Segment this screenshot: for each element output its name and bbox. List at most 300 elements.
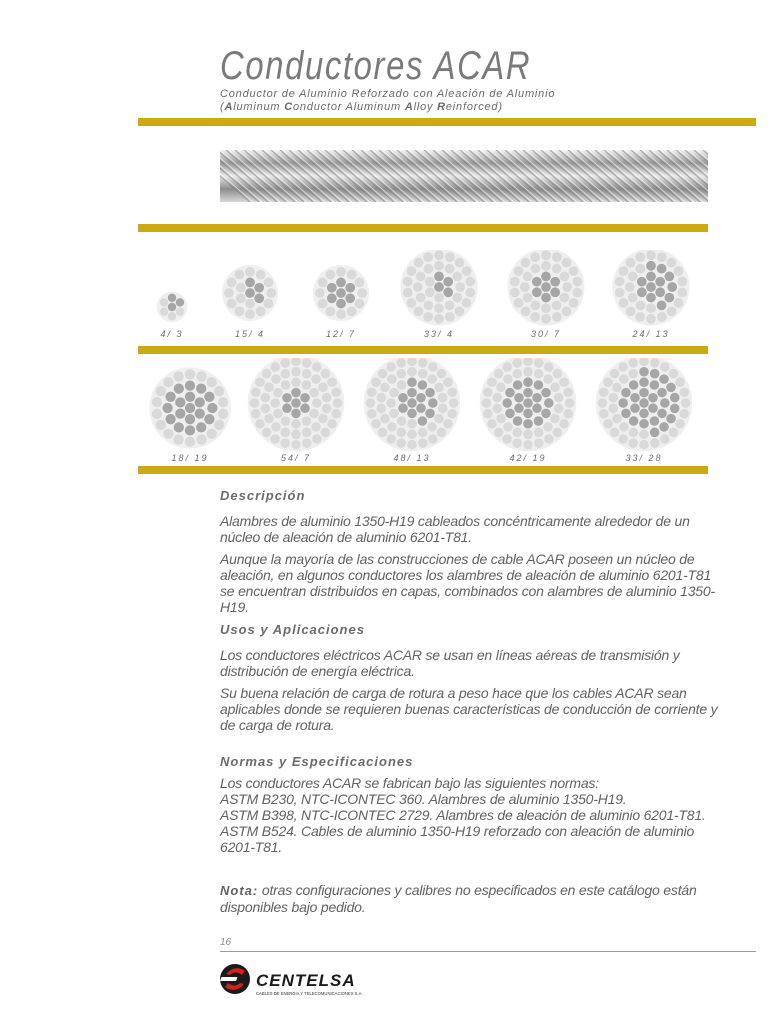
aluminum-wire xyxy=(502,434,512,444)
aluminum-wire xyxy=(434,383,444,393)
aluminum-wire xyxy=(312,398,322,408)
aluminum-wire xyxy=(660,362,670,372)
aluminum-wire xyxy=(572,288,582,298)
nota-text: otras configuraciones y calibres no especificados en este catálogo están disponibles bajo pedido. xyxy=(220,882,697,915)
aluminum-wire xyxy=(367,409,377,419)
alloy-wire xyxy=(650,428,660,438)
config-label: 24/ 13 xyxy=(632,329,670,339)
aluminum-wire xyxy=(483,387,493,397)
aluminum-wire xyxy=(397,428,407,438)
alloy-wire xyxy=(534,416,544,426)
svg-text:CENTELSA: CENTELSA xyxy=(256,971,356,990)
aluminum-wire xyxy=(378,428,388,438)
aluminum-wire xyxy=(160,298,168,306)
aluminum-wire xyxy=(626,258,636,268)
aluminum-wire xyxy=(414,258,424,268)
aluminum-wire xyxy=(598,398,608,408)
alloy-wire xyxy=(416,403,426,413)
section-heading: Usos y Aplicaciones xyxy=(220,622,365,637)
aluminum-wire xyxy=(449,398,459,408)
aluminum-wire xyxy=(503,374,513,384)
alloy-wire xyxy=(345,283,355,293)
aluminum-wire xyxy=(396,438,406,448)
aluminum-wire xyxy=(255,419,265,429)
aluminum-wire xyxy=(378,369,388,379)
aluminum-wire xyxy=(168,312,176,320)
aluminum-wire xyxy=(639,429,649,439)
alloy-wire xyxy=(523,419,533,429)
aluminum-wire xyxy=(227,278,237,288)
alloy-wire xyxy=(425,409,435,419)
aluminum-wire xyxy=(639,440,649,450)
alloy-wire xyxy=(204,414,214,424)
config-label: 48/ 13 xyxy=(393,453,431,463)
aluminum-wire xyxy=(291,429,301,439)
aluminum-wire xyxy=(281,428,291,438)
aluminum-wire xyxy=(552,264,562,274)
norm-line: ASTM B524. Cables de aluminio 1350-H19 reforzado con aleación de aluminio 6201-T81. xyxy=(220,823,695,855)
alloy-wire xyxy=(646,261,656,271)
conductor-cross-section xyxy=(507,250,584,326)
config-label: 15/ 4 xyxy=(234,329,266,339)
aluminum-wire xyxy=(619,422,629,432)
aluminum-wire xyxy=(628,358,638,368)
alloy-wire xyxy=(513,380,523,390)
aluminum-wire xyxy=(407,429,417,439)
alloy-wire xyxy=(407,398,417,408)
aluminum-wire xyxy=(163,429,173,439)
alloy-wire xyxy=(534,380,544,390)
aluminum-wire xyxy=(423,252,433,262)
aluminum-wire xyxy=(629,428,639,438)
aluminum-wire xyxy=(512,358,522,368)
aluminum-wire xyxy=(156,420,166,430)
aluminum-wire xyxy=(569,266,579,276)
alloy-wire xyxy=(291,388,301,398)
aluminum-wire xyxy=(675,377,685,387)
alloy-wire xyxy=(407,409,417,419)
alloy-wire xyxy=(291,398,301,408)
centelsa-logo-icon xyxy=(218,962,378,998)
aluminum-wire xyxy=(214,386,224,396)
aluminum-wire xyxy=(245,267,255,277)
norm-line: ASTM B230, NTC-ICONTEC 360. Alambres de aluminio 1350-H19. xyxy=(220,791,627,807)
alloy-wire xyxy=(514,403,524,413)
aluminum-wire xyxy=(599,409,609,419)
aluminum-wire xyxy=(273,388,283,398)
alloy-wire xyxy=(245,278,255,288)
aluminum-wire xyxy=(264,383,274,393)
aluminum-wire xyxy=(626,306,636,316)
gold-divider-4 xyxy=(138,466,708,474)
alloy-wire xyxy=(637,277,647,287)
aluminum-wire xyxy=(302,438,312,448)
aluminum-wire xyxy=(281,380,291,390)
alloy-wire xyxy=(428,398,438,408)
aluminum-wire xyxy=(447,387,457,397)
aluminum-wire xyxy=(376,404,386,414)
alloy-wire xyxy=(245,288,255,298)
config-label: 54/ 7 xyxy=(280,453,312,463)
aluminum-wire xyxy=(572,277,582,287)
alloy-wire xyxy=(282,403,292,413)
aluminum-wire xyxy=(407,367,417,377)
subtitle-spanish: Conductor de Aluminio Reforzado con Aleación de Aluminio xyxy=(220,88,556,100)
conductor-cross-section xyxy=(157,292,188,323)
aluminum-wire xyxy=(462,298,472,308)
aluminum-wire xyxy=(185,369,195,379)
aluminum-wire xyxy=(563,387,573,397)
alloy-wire xyxy=(541,272,551,282)
aluminum-wire xyxy=(389,409,399,419)
alloy-wire xyxy=(207,403,217,413)
alloy-wire xyxy=(254,293,264,303)
aluminum-wire xyxy=(403,288,413,298)
alloy-wire xyxy=(327,293,337,303)
aluminum-wire xyxy=(273,409,283,419)
aluminum-wire xyxy=(494,369,504,379)
aluminum-wire xyxy=(214,420,224,430)
aluminum-wire xyxy=(677,277,687,287)
aluminum-wire xyxy=(669,369,679,379)
alloy-wire xyxy=(434,272,444,282)
aluminum-wire xyxy=(397,416,407,426)
aluminum-wire xyxy=(424,264,434,274)
aluminum-wire xyxy=(438,393,448,403)
aluminum-wire xyxy=(496,383,506,393)
aluminum-wire xyxy=(541,250,551,260)
aluminum-wire xyxy=(487,377,497,387)
aluminum-wire xyxy=(176,307,184,315)
aluminum-wire xyxy=(552,300,562,310)
aluminum-wire xyxy=(416,293,426,303)
aluminum-wire xyxy=(681,398,691,408)
alloy-wire xyxy=(648,393,658,403)
aluminum-wire xyxy=(227,299,237,309)
aluminum-wire xyxy=(423,312,433,322)
aluminum-wire xyxy=(224,288,234,298)
aluminum-wire xyxy=(521,306,531,316)
aluminum-wire xyxy=(163,377,173,387)
gold-divider-3 xyxy=(138,346,708,354)
alloy-wire xyxy=(176,298,184,306)
alloy-wire xyxy=(168,294,176,302)
aluminum-wire xyxy=(425,277,435,287)
aluminum-wire xyxy=(443,377,453,387)
alloy-wire xyxy=(639,367,649,377)
section-usos xyxy=(220,622,720,733)
aluminum-wire xyxy=(271,374,281,384)
aluminum-wire xyxy=(559,272,569,282)
alloy-wire xyxy=(648,403,658,413)
alloy-wire xyxy=(185,392,195,402)
aluminum-wire xyxy=(677,288,687,298)
aluminum-wire xyxy=(635,312,645,322)
aluminum-wire xyxy=(271,422,281,432)
aluminum-wire xyxy=(263,278,273,288)
section-descripcion xyxy=(220,488,720,615)
aluminum-wire xyxy=(235,270,245,280)
aluminum-wire xyxy=(553,369,563,379)
aluminum-wire xyxy=(552,312,562,322)
aluminum-wire xyxy=(255,377,265,387)
aluminum-wire xyxy=(322,404,332,414)
alloy-wire xyxy=(544,398,554,408)
config-label: 33/ 4 xyxy=(423,329,455,339)
aluminum-wire xyxy=(628,438,638,448)
aluminum-wire xyxy=(235,306,245,316)
aluminum-wire xyxy=(407,298,417,308)
aluminum-wire xyxy=(544,434,554,444)
alloy-wire xyxy=(336,299,346,309)
aluminum-wire xyxy=(291,419,301,429)
config-label: 42/ 19 xyxy=(509,453,547,463)
alloy-wire xyxy=(659,374,669,384)
aluminum-wire xyxy=(251,387,261,397)
aluminum-wire xyxy=(302,369,312,379)
aluminum-wire xyxy=(302,358,312,368)
alloy-wire xyxy=(165,392,175,402)
aluminum-wire xyxy=(503,422,513,432)
page-title: Conductores ACAR xyxy=(220,44,532,88)
alloy-wire xyxy=(398,403,408,413)
aluminum-wire xyxy=(496,414,506,424)
aluminum-wire xyxy=(270,398,280,408)
aluminum-wire xyxy=(657,252,667,262)
config-label: 33/ 28 xyxy=(625,453,663,463)
alloy-wire xyxy=(418,380,428,390)
aluminum-wire xyxy=(262,369,272,379)
aluminum-wire xyxy=(206,377,216,387)
config-label: 4/ 3 xyxy=(160,329,184,339)
aluminum-wire xyxy=(425,287,435,297)
aluminum-wire xyxy=(327,377,337,387)
alloy-wire xyxy=(657,409,667,419)
aluminum-wire xyxy=(160,307,168,315)
aluminum-wire xyxy=(636,300,646,310)
alloy-wire xyxy=(541,388,551,398)
aluminum-wire xyxy=(657,312,667,322)
aluminum-wire xyxy=(245,299,255,309)
aluminum-wire xyxy=(281,416,291,426)
aluminum-wire xyxy=(636,264,646,274)
paragraph: Su buena relación de carga de rotura a peso hace que los cables ACAR sean aplicables donde se requieren buenas características de conducción de corriente y de carga de rotura. xyxy=(220,685,718,733)
aluminum-wire xyxy=(245,309,255,319)
aluminum-wire xyxy=(311,422,321,432)
paragraph: Aunque la mayoría de las construcciones de cable ACAR poseen un núcleo de aleación, en algunos conductores los alambres de aleación de aluminio 6201-T81 se encuentran distribuidos en capas, combinados con alambres de aluminio 1350-H19. xyxy=(220,551,715,615)
aluminum-wire xyxy=(512,438,522,448)
aluminum-wire xyxy=(674,298,684,308)
aluminum-wire xyxy=(416,272,426,282)
aluminum-wire xyxy=(281,369,291,379)
aluminum-wire xyxy=(534,369,544,379)
aluminum-wire xyxy=(260,404,270,414)
aluminum-wire xyxy=(534,438,544,448)
alloy-wire xyxy=(629,380,639,390)
aluminum-wire xyxy=(371,419,381,429)
aluminum-wire xyxy=(541,314,551,324)
alloy-wire xyxy=(523,409,533,419)
aluminum-wire xyxy=(312,362,322,372)
aluminum-wire xyxy=(610,369,620,379)
cross-sections-row-1 xyxy=(0,250,768,330)
aluminum-wire xyxy=(618,434,628,444)
aluminum-wire xyxy=(326,270,336,280)
aluminum-wire xyxy=(321,428,331,438)
aluminum-wire xyxy=(452,272,462,282)
conductor-cross-section xyxy=(149,367,230,448)
aluminum-wire xyxy=(559,293,569,303)
aluminum-wire xyxy=(612,383,622,393)
aluminum-wire xyxy=(418,438,428,448)
aluminum-wire xyxy=(347,270,357,280)
alloy-wire xyxy=(550,287,560,297)
aluminum-wire xyxy=(309,409,319,419)
aluminum-wire xyxy=(280,438,290,448)
alloy-wire xyxy=(327,283,337,293)
aluminum-wire xyxy=(260,393,270,403)
aluminum-wire xyxy=(514,298,524,308)
aluminum-wire xyxy=(357,288,367,298)
aluminum-wire xyxy=(386,362,396,372)
aluminum-wire xyxy=(321,369,331,379)
alloy-wire xyxy=(185,425,195,435)
alloy-wire xyxy=(165,414,175,424)
alloy-wire xyxy=(639,388,649,398)
paragraph: Alambres de aluminio 1350-H19 cableados concéntricamente alrededor de un núcleo de aleación de aluminio 6201-T81. xyxy=(220,513,690,545)
alloy-wire xyxy=(541,293,551,303)
aluminum-wire xyxy=(492,404,502,414)
alloy-wire xyxy=(639,398,649,408)
alloy-wire xyxy=(670,404,680,414)
aluminum-wire xyxy=(256,306,266,316)
aluminum-wire xyxy=(331,387,341,397)
aluminum-wire xyxy=(407,419,417,429)
aluminum-wire xyxy=(562,282,572,292)
page-subtitle xyxy=(220,88,555,114)
aluminum-wire xyxy=(418,358,428,368)
aluminum-wire xyxy=(552,252,562,262)
alloy-wire xyxy=(175,408,185,418)
nota-label: Nota: xyxy=(220,883,259,898)
aluminum-wire xyxy=(492,393,502,403)
aluminum-wire xyxy=(437,369,447,379)
aluminum-wire xyxy=(465,277,475,287)
aluminum-wire xyxy=(418,428,428,438)
aluminum-wire xyxy=(510,277,520,287)
alloy-wire xyxy=(667,282,677,292)
alloy-wire xyxy=(639,419,649,429)
alloy-wire xyxy=(254,283,264,293)
aluminum-wire xyxy=(513,369,523,379)
aluminum-wire xyxy=(445,264,455,274)
aluminum-wire xyxy=(565,398,575,408)
alloy-wire xyxy=(532,393,542,403)
aluminum-wire xyxy=(650,438,660,448)
alloy-wire xyxy=(196,383,206,393)
alloy-wire xyxy=(646,293,656,303)
alloy-wire xyxy=(637,287,647,297)
aluminum-wire xyxy=(667,306,677,316)
alloy-wire xyxy=(655,287,665,297)
alloy-wire xyxy=(550,277,560,287)
aluminum-wire xyxy=(530,252,540,262)
page-number: 16 xyxy=(220,937,232,948)
aluminum-wire xyxy=(438,404,448,414)
aluminum-wire xyxy=(386,434,396,444)
aluminum-wire xyxy=(326,306,336,316)
aluminum-wire xyxy=(455,258,465,268)
gold-divider-top xyxy=(138,118,756,126)
aluminum-wire xyxy=(266,288,276,298)
aluminum-wire xyxy=(608,393,618,403)
aluminum-wire xyxy=(386,398,396,408)
alloy-wire xyxy=(630,403,640,413)
alloy-wire xyxy=(523,388,533,398)
aluminum-wire xyxy=(562,258,572,268)
aluminum-wire xyxy=(315,288,325,298)
alloy-wire xyxy=(505,409,515,419)
aluminum-wire xyxy=(550,414,560,424)
aluminum-wire xyxy=(327,419,337,429)
aluminum-wire xyxy=(530,312,540,322)
aluminum-wire xyxy=(452,293,462,303)
alloy-wire xyxy=(174,422,184,432)
paragraph: Los conductores eléctricos ACAR se usan en líneas aéreas de transmisión y distribución de energía eléctrica. xyxy=(220,647,680,679)
aluminum-wire xyxy=(619,298,629,308)
aluminum-wire xyxy=(434,414,444,424)
aluminum-wire xyxy=(628,272,638,282)
section-heading: Normas y Especificaciones xyxy=(220,754,414,769)
aluminum-wire xyxy=(534,358,544,368)
aluminum-wire xyxy=(185,436,195,446)
aluminum-wire xyxy=(434,303,444,313)
aluminum-wire xyxy=(612,414,622,424)
aluminum-wire xyxy=(291,377,301,387)
aluminum-wire xyxy=(610,428,620,438)
aluminum-wire xyxy=(625,282,635,292)
alloy-wire xyxy=(523,377,533,387)
aluminum-wire xyxy=(280,358,290,368)
alloy-wire xyxy=(657,388,667,398)
aluminum-wire xyxy=(156,386,166,396)
alloy-wire xyxy=(618,398,628,408)
aluminum-wire xyxy=(646,250,656,260)
aluminum-wire xyxy=(262,428,272,438)
aluminum-wire xyxy=(443,419,453,429)
aluminum-wire xyxy=(331,409,341,419)
alloy-wire xyxy=(300,403,310,413)
alloy-wire xyxy=(513,416,523,426)
aluminum-wire xyxy=(322,393,332,403)
aluminum-wire xyxy=(236,283,246,293)
aluminum-wire xyxy=(554,393,564,403)
aluminum-wire xyxy=(302,416,312,426)
alloy-wire xyxy=(655,277,665,287)
alloy-wire xyxy=(300,393,310,403)
aluminum-wire xyxy=(494,428,504,438)
alloy-wire xyxy=(532,287,542,297)
aluminum-wire xyxy=(482,398,492,408)
cross-sections-row-2 xyxy=(0,358,768,454)
config-label: 12/ 7 xyxy=(325,329,357,339)
aluminum-wire xyxy=(196,434,206,444)
aluminum-wire xyxy=(569,298,579,308)
alloy-wire xyxy=(621,388,631,398)
alloy-wire xyxy=(541,282,551,292)
aluminum-wire xyxy=(669,428,679,438)
alloy-wire xyxy=(434,282,444,292)
